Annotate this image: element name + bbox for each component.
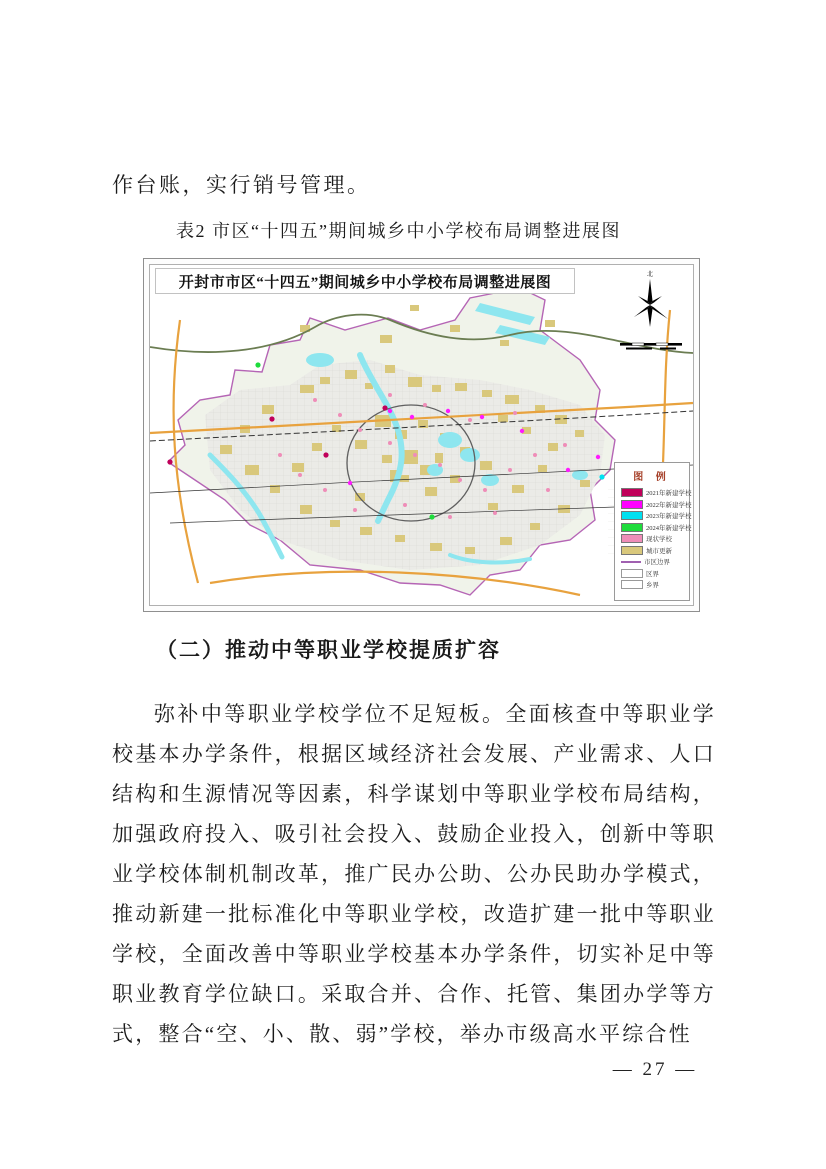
body-paragraph: 弥补中等职业学校学位不足短板。全面核查中等职业学校基本办学条件，根据区域经济社会发展、产业需求、人口结构和生源情况等因素，科学谋划中等职业学校布局结构，加强政府投入、吸引社会投入、鼓励企业投入，创新中等职业学校体制机制改革，推广民办公助、公办民助办学模式，推动新建一批标准化中等职业学校，改造扩建一批中等职业学校，全面改善中等职业学校基本办学条件，切实补足中等职业教育学位缺口。采取合并、合作、托管、集团办学等方式，整合“空、小、散、弱”学校，举办市级高水平综合性 (112, 702, 716, 1046)
compass-icon (634, 270, 668, 327)
legend-swatch-2021 (621, 488, 643, 497)
legend-swatch-urban-renewal (621, 546, 643, 555)
section-heading: （二）推动中等职业学校提质扩容 (156, 638, 501, 662)
legend-item: 区界 (621, 568, 689, 580)
legend-title: 图 例 (633, 472, 671, 483)
map-legend (614, 462, 690, 601)
legend-swatch-2022 (621, 500, 643, 509)
svg-text:北: 北 (646, 271, 654, 278)
legend-item: 2024年新建学校 (621, 522, 689, 534)
scale-bar (620, 343, 682, 350)
legend-item: 市区边界 (621, 556, 689, 568)
legend-swatch-township-boundary (621, 580, 643, 589)
city-map-drawing (150, 265, 693, 605)
map-canvas (149, 264, 694, 606)
map-title: 开封市市区“十四五”期间城乡中小学校布局调整进展图 (155, 268, 575, 294)
legend-swatch-2024 (621, 523, 643, 532)
legend-line-boundary (621, 558, 641, 565)
map-figure (143, 258, 700, 612)
legend-item: 城市更新 (621, 545, 689, 557)
legend-swatch-existing-school (621, 534, 643, 543)
legend-item: 乡界 (621, 579, 689, 591)
table-caption: 表2 市区“十四五”期间城乡中小学校布局调整进展图 (176, 221, 621, 241)
legend-item: 2023年新建学校 (621, 510, 689, 522)
legend-item: 2021年新建学校 (621, 487, 689, 499)
legend-swatch-2023 (621, 511, 643, 520)
paragraph-continuation: 作台账，实行销号管理。 (112, 173, 371, 197)
legend-item: 现状学校 (621, 533, 689, 545)
legend-item: 2022年新建学校 (621, 499, 689, 511)
page-number: — 27 — (612, 1059, 698, 1080)
legend-swatch-district-boundary (621, 569, 643, 578)
